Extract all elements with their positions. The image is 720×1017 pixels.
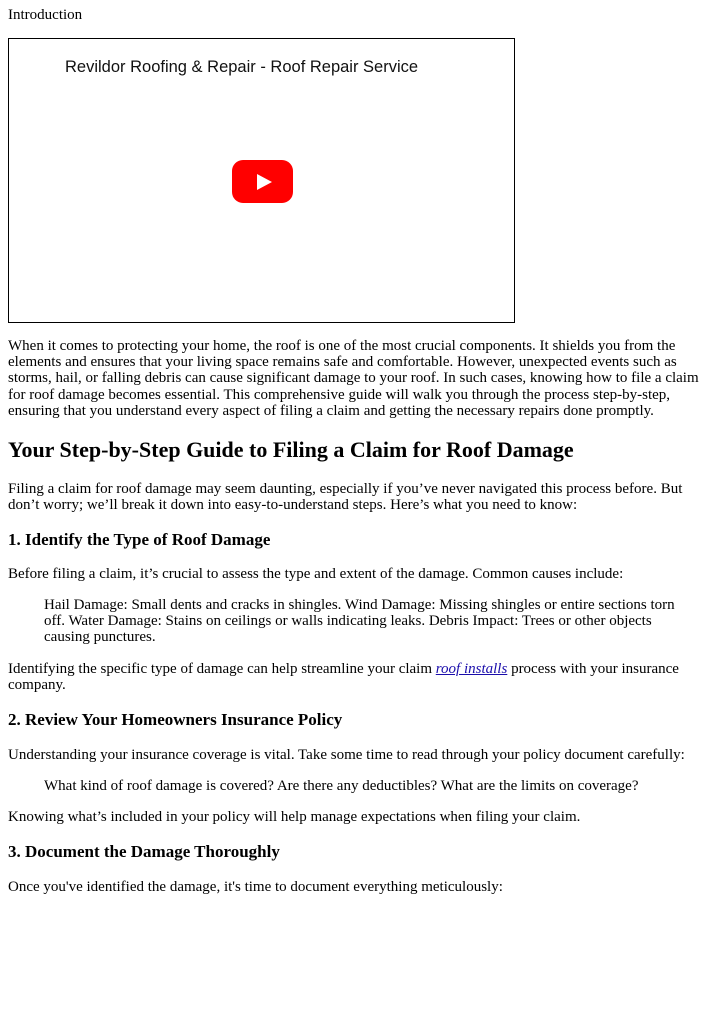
section-1-followup bbox=[8, 661, 714, 693]
guide-intro-paragraph: Filing a claim for roof damage may seem daunting, especially if you’ve never navigated this process before. But don’t worry; we’ll break it down into easy-to-understand steps. Here’s what you need to know: bbox=[8, 481, 683, 514]
video-title[interactable]: Revildor Roofing & Repair - Roof Repair Service bbox=[65, 58, 419, 76]
play-button[interactable] bbox=[232, 160, 293, 203]
section-2-heading: 2. Review Your Homeowners Insurance Policy bbox=[8, 710, 343, 729]
roof-installs-link[interactable]: roof installs bbox=[435, 661, 508, 677]
section-3-heading: 3. Document the Damage Thoroughly bbox=[8, 842, 280, 861]
section-1-heading: 1. Identify the Type of Roof Damage bbox=[8, 530, 271, 549]
main-heading: Your Step-by-Step Guide to Filing a Claim for Roof Damage bbox=[8, 437, 574, 462]
intro-paragraph: When it comes to protecting your home, the roof is one of the most crucial components. It shields you from the elements and ensures that your living space remains safe and comfortable. However, unexpected events such as storms, hail, or falling debris can cause significant damage to your roof. In such cases, knowing how to file a claim for roof damage becomes essential. This comprehensive guide will walk you through the process step-by-step, ensuring that you understand every aspect of filing a claim and getting the necessary repairs done promptly. bbox=[8, 338, 699, 419]
section-2-followup: Knowing what’s included in your policy will help manage expectations when filing your claim. bbox=[8, 809, 581, 825]
followup-text-before: Identifying the specific type of damage can help streamline your claim bbox=[8, 661, 436, 677]
section-1-lead: Before filing a claim, it’s crucial to assess the type and extent of the damage. Common causes include: bbox=[8, 566, 624, 582]
section-3-lead: Once you've identified the damage, it's time to document everything meticulously: bbox=[8, 879, 503, 895]
followup-text-after: process with your insurance company. bbox=[8, 661, 679, 694]
policy-questions-list: What kind of roof damage is covered? Are there any deductibles? What are the limits on coverage? bbox=[44, 778, 639, 794]
damage-types-list: Hail Damage: Small dents and cracks in shingles. Wind Damage: Missing shingles or entire sections torn off. Water Damage: Stains on ceilings or walls indicating leaks. Debris Impact: Trees or other objects causing punctures. bbox=[44, 597, 675, 646]
video-embed[interactable] bbox=[8, 38, 515, 323]
play-icon bbox=[257, 174, 272, 190]
section-2-lead: Understanding your insurance coverage is vital. Take some time to read through your policy document carefully: bbox=[8, 747, 685, 763]
intro-label: Introduction bbox=[8, 7, 83, 23]
